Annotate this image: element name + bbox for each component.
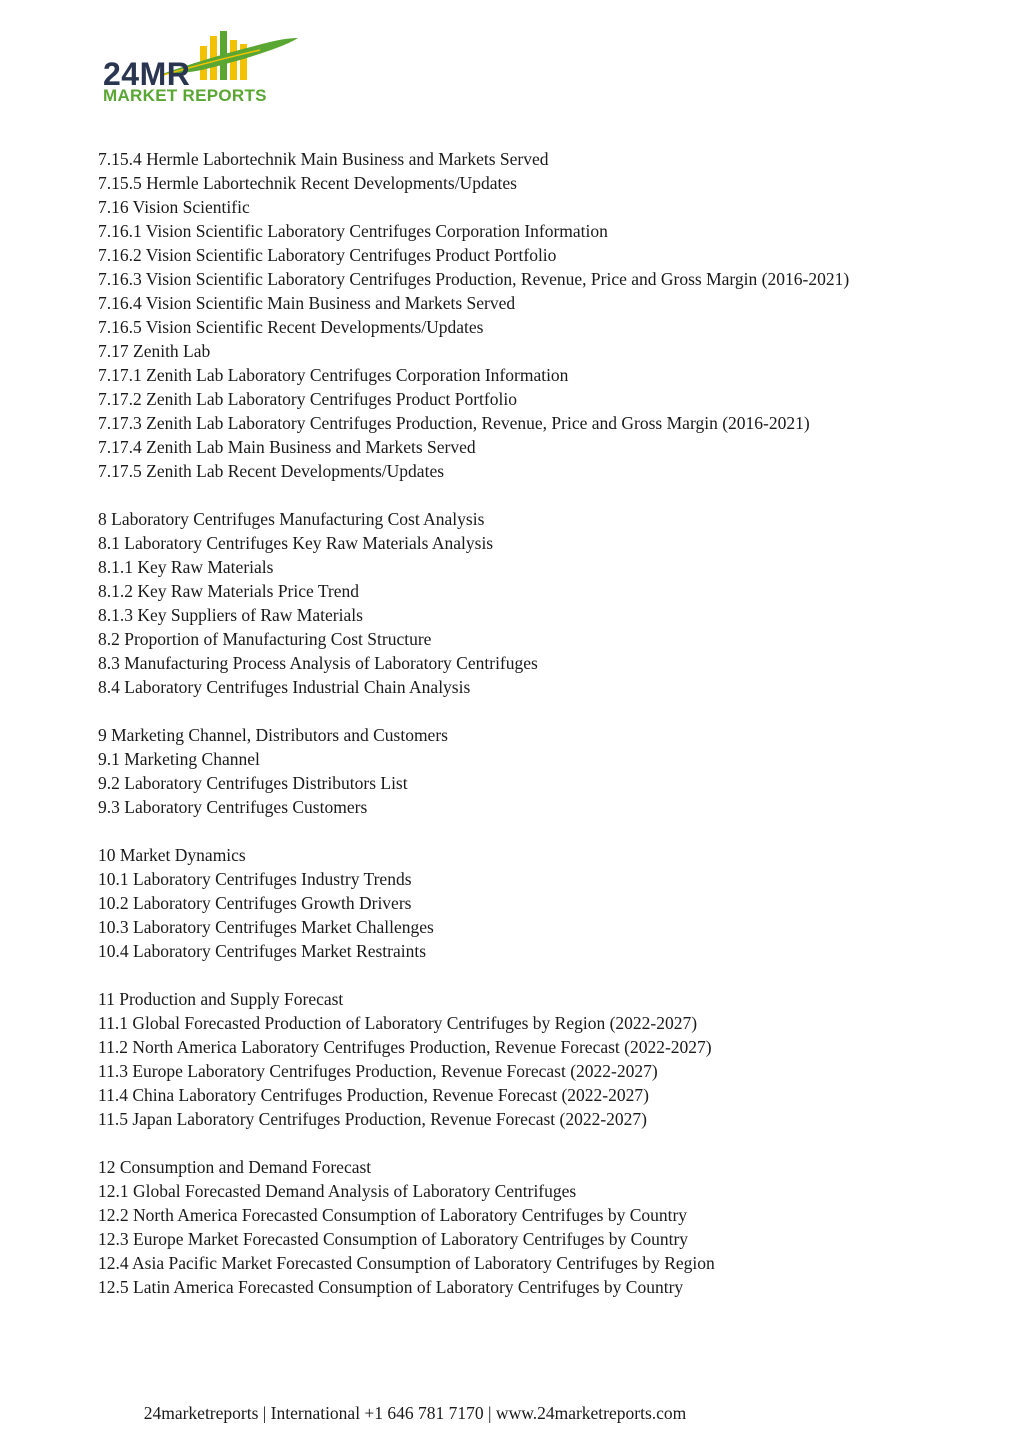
toc-section-heading: 12 Consumption and Demand Forecast xyxy=(98,1157,372,1177)
page-footer: 24marketreports | International +1 646 781 7170 | www.24marketreports.com xyxy=(143,1403,687,1423)
toc-item: 7.16.5 Vision Scientific Recent Developments/Updates xyxy=(98,317,484,337)
toc-item: 7.15.4 Hermle Labortechnik Main Business and Markets Served xyxy=(98,149,549,169)
toc-section-heading: 9 Marketing Channel, Distributors and Customers xyxy=(98,725,448,745)
toc-item: 7.16.1 Vision Scientific Laboratory Centrifuges Corporation Information xyxy=(98,221,608,241)
logo-wordmark-bottom: MARKET REPORTS xyxy=(103,86,267,105)
toc-item: 12.1 Global Forecasted Demand Analysis of Laboratory Centrifuges xyxy=(98,1181,577,1201)
toc-item: 12.4 Asia Pacific Market Forecasted Consumption of Laboratory Centrifuges by Region xyxy=(98,1253,715,1273)
toc-item: 10.2 Laboratory Centrifuges Growth Drivers xyxy=(98,893,412,913)
toc-item: 10.1 Laboratory Centrifuges Industry Trends xyxy=(98,869,412,889)
toc-item: 7.16.2 Vision Scientific Laboratory Centrifuges Product Portfolio xyxy=(98,245,557,265)
toc-item: 7.17 Zenith Lab xyxy=(98,341,211,361)
toc-section-heading: 11 Production and Supply Forecast xyxy=(98,989,344,1009)
toc-item: 12.5 Latin America Forecasted Consumption of Laboratory Centrifuges by Country xyxy=(98,1277,684,1297)
logo-wordmark-top: 24MR xyxy=(103,56,191,92)
toc-item: 9.3 Laboratory Centrifuges Customers xyxy=(98,797,368,817)
toc-item: 8.3 Manufacturing Process Analysis of Laboratory Centrifuges xyxy=(98,653,538,673)
toc-item: 7.16.4 Vision Scientific Main Business and Markets Served xyxy=(98,293,516,313)
toc-item: 9.1 Marketing Channel xyxy=(98,749,260,769)
toc-section-heading: 10 Market Dynamics xyxy=(98,845,246,865)
toc-item: 7.15.5 Hermle Labortechnik Recent Developments/Updates xyxy=(98,173,517,193)
toc-item: 8.2 Proportion of Manufacturing Cost Structure xyxy=(98,629,432,649)
toc-item: 7.17.1 Zenith Lab Laboratory Centrifuges Corporation Information xyxy=(98,365,569,385)
toc-item: 8.4 Laboratory Centrifuges Industrial Chain Analysis xyxy=(98,677,471,697)
toc-item: 7.17.3 Zenith Lab Laboratory Centrifuges Production, Revenue, Price and Gross Margin (2016-2021) xyxy=(98,413,810,433)
toc-item: 11.4 China Laboratory Centrifuges Production, Revenue Forecast (2022-2027) xyxy=(98,1085,649,1105)
toc-item: 8.1.1 Key Raw Materials xyxy=(98,557,274,577)
toc-item: 7.17.5 Zenith Lab Recent Developments/Updates xyxy=(98,461,445,481)
toc-item: 12.2 North America Forecasted Consumption of Laboratory Centrifuges by Country xyxy=(98,1205,688,1225)
toc-item: 7.16 Vision Scientific xyxy=(98,197,250,217)
toc-item: 8.1.3 Key Suppliers of Raw Materials xyxy=(98,605,363,625)
toc-item: 8.1 Laboratory Centrifuges Key Raw Materials Analysis xyxy=(98,533,494,553)
toc-item: 8.1.2 Key Raw Materials Price Trend xyxy=(98,581,360,601)
toc-item: 7.17.2 Zenith Lab Laboratory Centrifuges Product Portfolio xyxy=(98,389,517,409)
toc-item: 11.5 Japan Laboratory Centrifuges Production, Revenue Forecast (2022-2027) xyxy=(98,1109,648,1129)
toc-item: 9.2 Laboratory Centrifuges Distributors List xyxy=(98,773,408,793)
toc-item: 11.1 Global Forecasted Production of Laboratory Centrifuges by Region (2022-2027) xyxy=(98,1013,698,1033)
company-logo xyxy=(100,28,310,108)
toc-item: 12.3 Europe Market Forecasted Consumption of Laboratory Centrifuges by Country xyxy=(98,1229,689,1249)
toc-item: 10.3 Laboratory Centrifuges Market Challenges xyxy=(98,917,434,937)
toc-item: 10.4 Laboratory Centrifuges Market Restraints xyxy=(98,941,427,961)
toc-item: 7.16.3 Vision Scientific Laboratory Centrifuges Production, Revenue, Price and Gross Margin (2016-2021) xyxy=(98,269,850,289)
toc-item: 11.3 Europe Laboratory Centrifuges Production, Revenue Forecast (2022-2027) xyxy=(98,1061,658,1081)
toc-item: 7.17.4 Zenith Lab Main Business and Markets Served xyxy=(98,437,476,457)
toc-section-heading: 8 Laboratory Centrifuges Manufacturing Cost Analysis xyxy=(98,509,485,529)
table-of-contents xyxy=(98,147,978,1299)
toc-item: 11.2 North America Laboratory Centrifuges Production, Revenue Forecast (2022-2027) xyxy=(98,1037,712,1057)
